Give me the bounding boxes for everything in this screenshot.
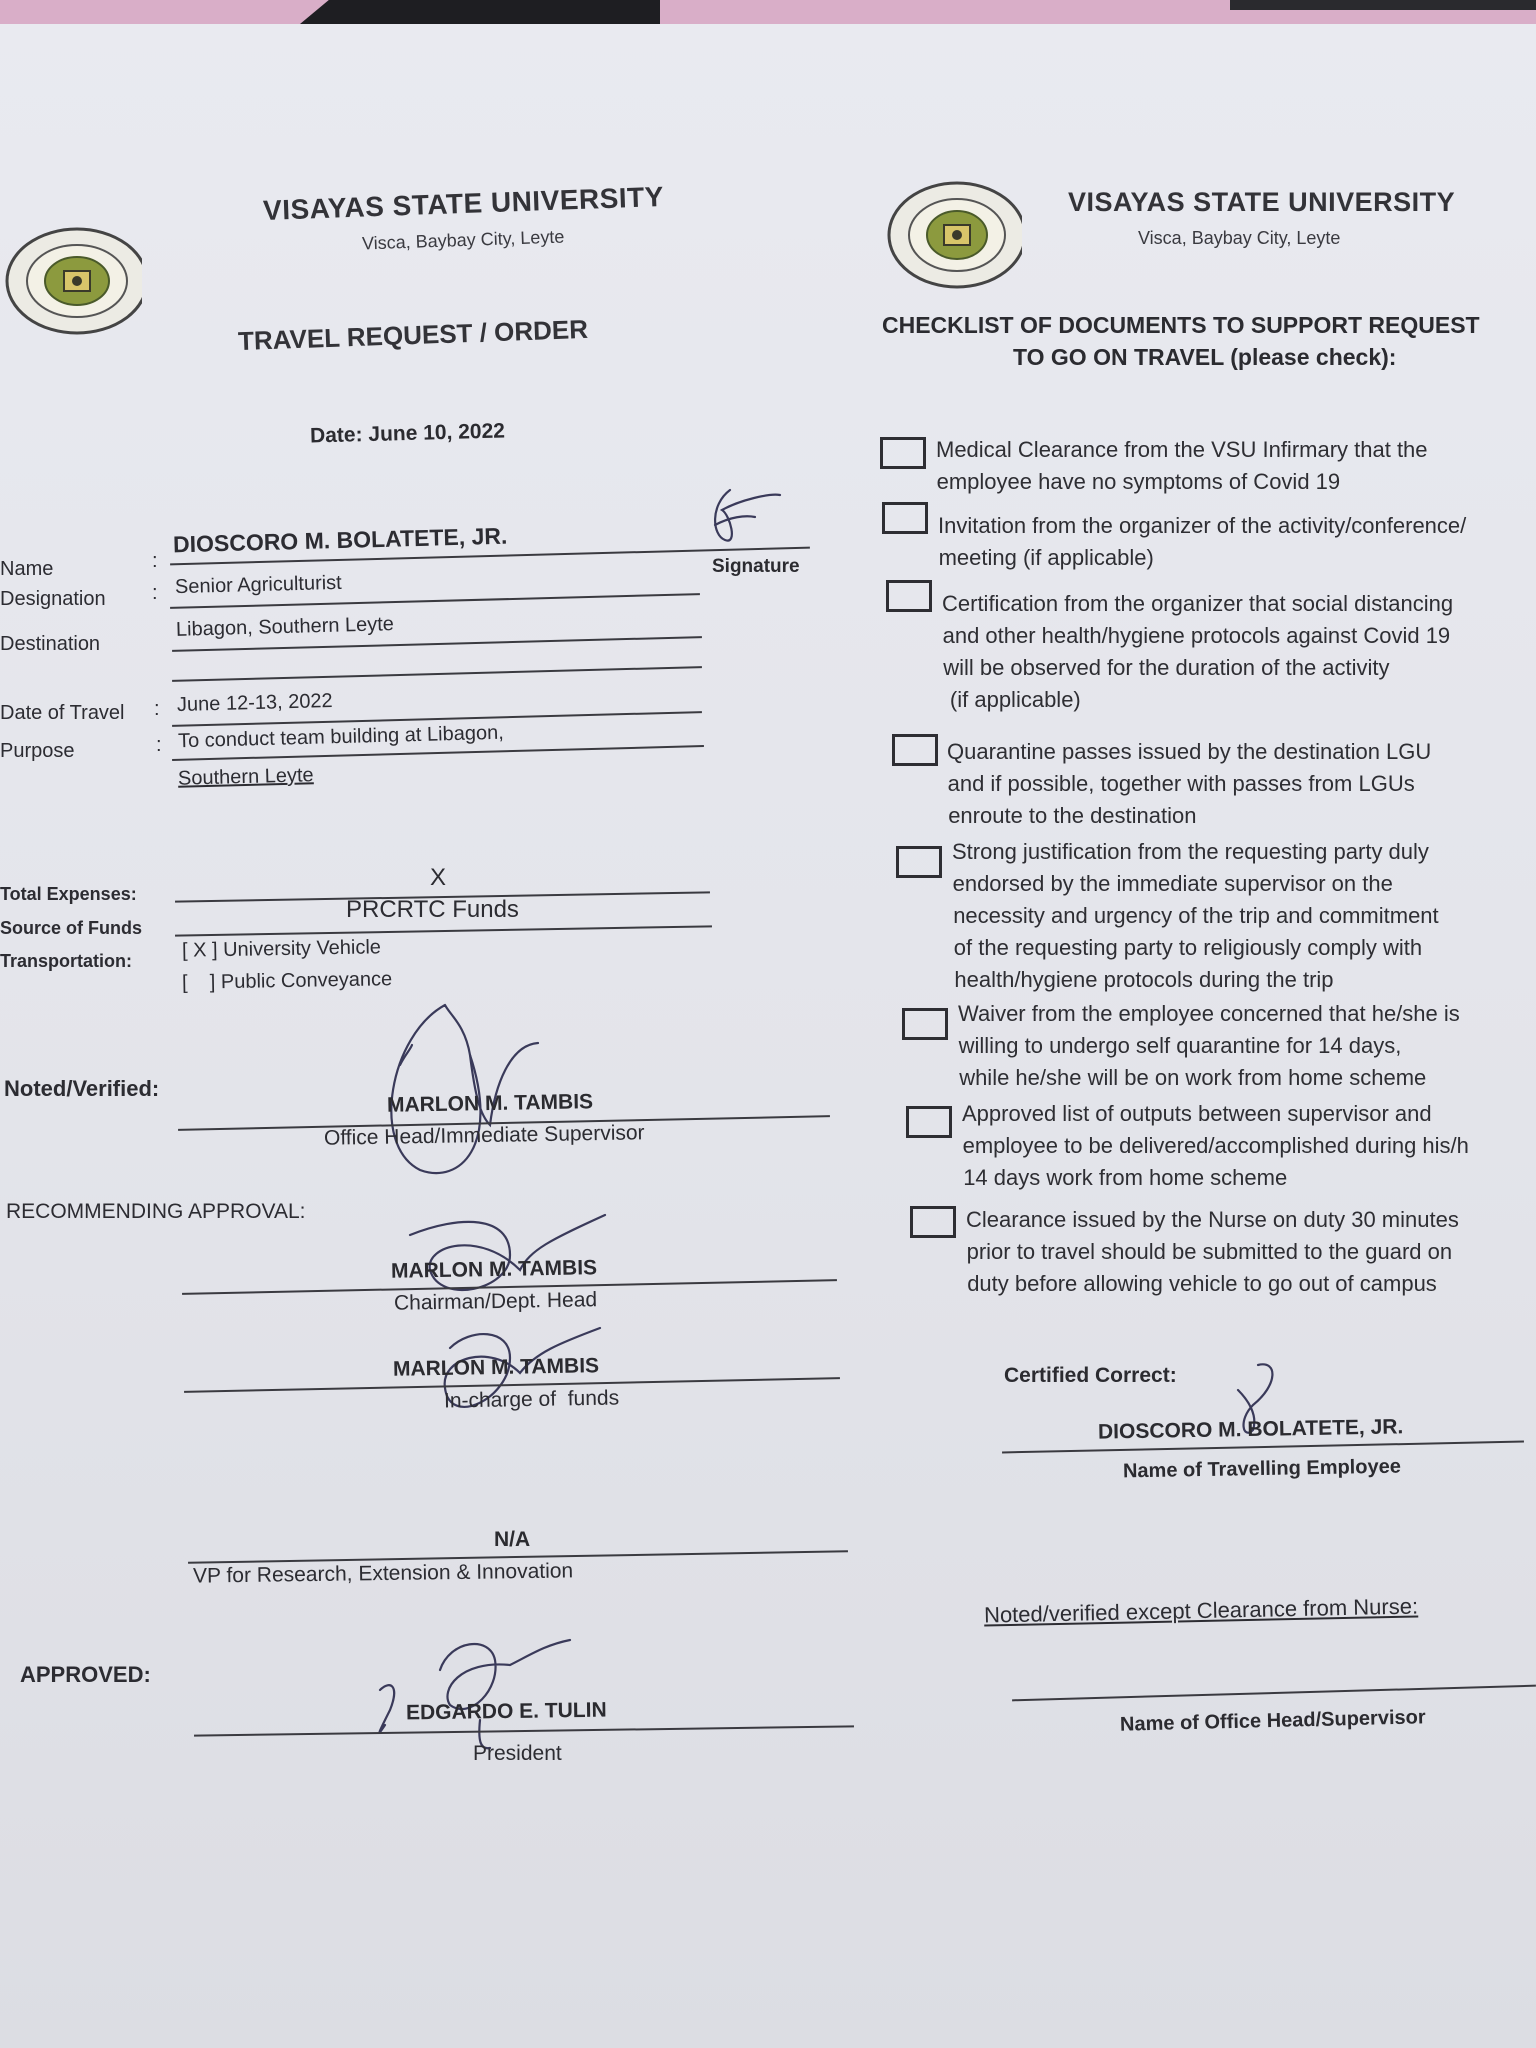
supervisor-signature-1: [370, 995, 550, 1180]
university-seal-right: [882, 180, 1022, 290]
form-title: TRAVEL REQUEST / ORDER: [237, 313, 589, 357]
certified-role: Name of Travelling Employee: [1122, 1455, 1402, 1483]
name-label: Name: [0, 558, 54, 580]
checklist-item-text: endorsed by the immediate supervisor on the: [952, 871, 1393, 896]
recommending-role-3: VP for Research, Extension & Innovation: [192, 1559, 574, 1588]
checklist-title-1: CHECKLIST OF DOCUMENTS TO SUPPORT REQUEST: [882, 312, 1480, 338]
recommending-approval-label: RECOMMENDING APPROVAL:: [6, 1200, 306, 1223]
colon: :: [156, 734, 162, 756]
university-seal-left: [2, 226, 142, 336]
designation-value: Senior Agriculturist: [174, 571, 342, 599]
checklist-item-text: Medical Clearance from the VSU Infirmary that the: [936, 437, 1428, 462]
checklist-item-text: Clearance issued by the Nurse on duty 30 minutes: [966, 1207, 1459, 1232]
recommending-name-1: MARLON M. TAMBIS: [390, 1256, 598, 1283]
university-name-left: VISAYAS STATE UNIVERSITY: [262, 181, 665, 226]
photo-top-edge: [0, 0, 1536, 24]
checklist-item-text: employee have no symptoms of Covid 19: [936, 469, 1341, 494]
university-address-right: Visca, Baybay City, Leyte: [1138, 228, 1341, 248]
university-address-left: Visca, Baybay City, Leyte: [361, 226, 565, 254]
signature-label: Signature: [712, 556, 800, 577]
checklist-item-text: health/hygiene protocols during the trip: [954, 967, 1334, 992]
total-expenses-value: X: [430, 864, 447, 891]
checklist-checkbox[interactable]: [896, 846, 942, 878]
checklist-title-2: TO GO ON TRAVEL (please check):: [1013, 344, 1397, 370]
date-of-travel-label: Date of Travel: [0, 702, 125, 724]
employee-signature-top: [700, 485, 790, 555]
checklist-item-text: and other health/hygiene protocols against Covid 19: [942, 623, 1451, 648]
checklist-item-text: and if possible, together with passes from LGUs: [947, 771, 1415, 796]
checklist-item-text: while he/she will be on work from home scheme: [959, 1065, 1427, 1090]
total-expenses-label: Total Expenses:: [0, 884, 137, 904]
checklist-item-text: 14 days work from home scheme: [963, 1165, 1288, 1190]
colon: :: [152, 550, 158, 572]
colon: :: [152, 582, 158, 604]
university-name-right: VISAYAS STATE UNIVERSITY: [1068, 187, 1456, 217]
checklist-item-text: prior to travel should be submitted to the guard on: [966, 1239, 1453, 1264]
checklist-item-text: of the requesting party to religiously comply with: [953, 935, 1423, 960]
transport-option-public-conveyance: [ ] Public Conveyance: [181, 968, 393, 994]
checklist-item-text: duty before allowing vehicle to go out of campus: [967, 1271, 1437, 1296]
transport-option-university-vehicle: [ X ] University Vehicle: [181, 936, 382, 962]
checklist-checkbox[interactable]: [906, 1106, 952, 1138]
approved-role: President: [473, 1742, 562, 1765]
source-of-funds-line: [175, 925, 712, 936]
checklist-checkbox[interactable]: [902, 1008, 948, 1040]
checklist-item-text: willing to undergo self quarantine for 14 days,: [958, 1033, 1402, 1058]
checklist-checkbox[interactable]: [892, 734, 938, 766]
approved-name: EDGARDO E. TULIN: [405, 1698, 607, 1725]
recommending-name-3: N/A: [494, 1528, 531, 1551]
checklist-checkbox[interactable]: [882, 502, 928, 534]
checklist-item-text: Waiver from the employee concerned that he/she is: [958, 1001, 1460, 1026]
name-value: DIOSCORO M. BOLATETE, JR.: [172, 522, 508, 558]
checklist-item-text: enroute to the destination: [948, 803, 1197, 828]
purpose-label: Purpose: [0, 740, 75, 762]
president-signature: [360, 1630, 580, 1760]
colon: :: [154, 698, 160, 720]
source-of-funds-label: Source of Funds: [0, 918, 143, 938]
designation-label: Designation: [0, 588, 106, 610]
transportation-label: Transportation:: [0, 951, 133, 971]
noted-name: MARLON M. TAMBIS: [386, 1090, 594, 1117]
checklist-checkbox[interactable]: [886, 580, 932, 612]
source-of-funds-value: PRCRTC Funds: [346, 896, 519, 923]
checklist-item-text: Invitation from the organizer of the activity/conference/: [938, 513, 1467, 538]
noted-except-nurse-label: Noted/verified except Clearance from Nurse:: [983, 1593, 1419, 1628]
recommending-role-2: In-charge of funds: [443, 1386, 620, 1413]
checklist-item-text: employee to be delivered/accomplished during his/h: [962, 1133, 1469, 1158]
checklist-item-text: Quarantine passes issued by the destination LGU: [947, 739, 1432, 764]
certified-name: DIOSCORO M. BOLATETE, JR.: [1097, 1415, 1404, 1444]
destination-value: Libagon, Southern Leyte: [175, 613, 395, 641]
checklist-checkbox[interactable]: [910, 1206, 956, 1238]
certified-correct-label: Certified Correct:: [1004, 1364, 1177, 1387]
date-of-travel-value: June 12-13, 2022: [176, 689, 333, 717]
purpose-value-2: Southern Leyte: [177, 764, 314, 790]
checklist-item-text: Certification from the organizer that social distancing: [942, 591, 1454, 616]
destination-line-2: [172, 666, 702, 682]
approved-label: APPROVED:: [20, 1662, 151, 1687]
checklist-item-text: (if applicable): [943, 687, 1081, 712]
purpose-value-1: To conduct team building at Libagon,: [177, 721, 505, 753]
checklist-item-text: necessity and urgency of the trip and commitment: [953, 903, 1439, 928]
recommending-role-1: Chairman/Dept. Head: [393, 1288, 598, 1315]
checklist-item-text: will be observed for the duration of the activity: [943, 655, 1390, 680]
destination-label: Destination: [0, 633, 101, 655]
checklist-checkbox[interactable]: [880, 437, 926, 469]
checklist-item-text: Strong justification from the requesting party duly: [952, 839, 1429, 864]
office-head-line: [1012, 1685, 1536, 1702]
office-head-role: Name of Office Head/Supervisor: [1119, 1706, 1426, 1736]
noted-verified-label: Noted/Verified:: [4, 1076, 160, 1101]
checklist-item-text: meeting (if applicable): [938, 545, 1154, 570]
noted-role: Office Head/Immediate Supervisor: [323, 1121, 645, 1150]
form-date: Date: June 10, 2022: [309, 419, 506, 448]
checklist-item-text: Approved list of outputs between supervisor and: [962, 1101, 1432, 1126]
recommending-name-2: MARLON M. TAMBIS: [392, 1354, 600, 1381]
